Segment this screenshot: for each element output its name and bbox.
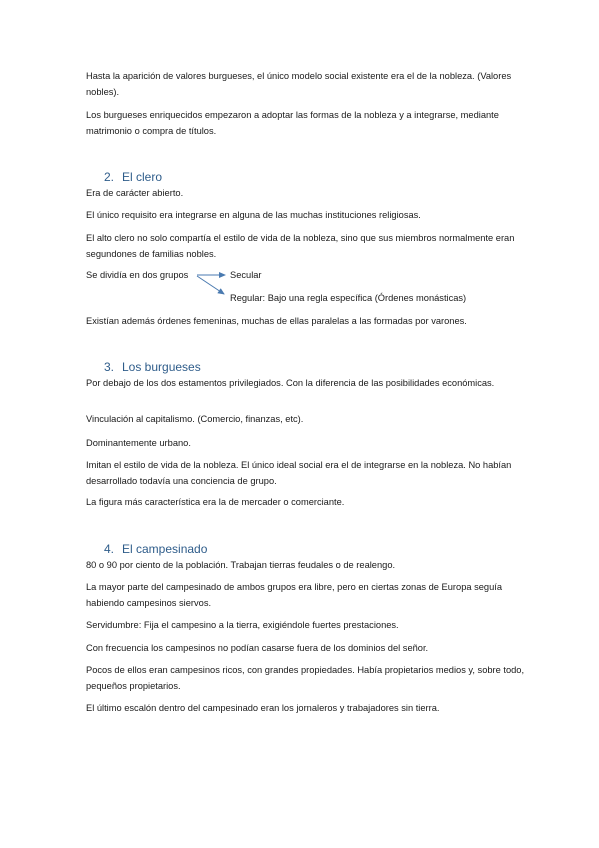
burgueses-paragraph-4: Imitan el estilo de vida de la nobleza. El único ideal social era el de integrarse en la nobleza. No habían desarrollado todavía una conciencia de grupo. [86, 460, 512, 486]
section-title: El campesinado [122, 542, 208, 556]
section-number: 2. [104, 170, 115, 184]
section-heading-campesinado [104, 542, 207, 557]
section-heading-burgueses [104, 360, 201, 375]
clero-closing: Existían además órdenes femeninas, muchas de ellas paralelas a las formadas por varones. [86, 316, 467, 326]
campesinado-paragraph-3: Servidumbre: Fija el campesino a la tierra, exigiéndole fuertes prestaciones. [86, 620, 399, 630]
intro-paragraph-2: Los burgueses enriquecidos empezaron a adoptar las formas de la nobleza y a integrarse, mediante matrimonio o compra de títulos. [86, 110, 499, 136]
section-number: 4. [104, 542, 115, 556]
burgueses-paragraph-5: La figura más característica era la de mercader o comerciante. [86, 497, 345, 507]
section-title: El clero [122, 170, 163, 184]
clero-paragraph-1: Era de carácter abierto. [86, 188, 184, 198]
intro-paragraph-1: Hasta la aparición de valores burgueses, el único modelo social existente era el de la nobleza. (Valores nobles). [86, 71, 512, 97]
clero-paragraph-3: El alto clero no solo compartía el estilo de vida de la nobleza, sino que sus miembros normalmente eran segundones de familias nobles. [86, 233, 515, 259]
burgueses-paragraph-2: Vinculación al capitalismo. (Comercio, finanzas, etc). [86, 414, 304, 424]
campesinado-paragraph-5: Pocos de ellos eran campesinos ricos, con grandes propiedades. Había propietarios medios y, sobre todo, pequeños propietarios. [86, 665, 525, 691]
burgueses-paragraph-3: Dominantemente urbano. [86, 438, 191, 448]
campesinado-paragraph-4: Con frecuencia los campesinos no podían casarse fuera de los dominios del señor. [86, 643, 429, 653]
clero-paragraph-2: El único requisito era integrarse en alguna de las muchas instituciones religiosas. [86, 210, 421, 220]
campesinado-paragraph-6: El último escalón dentro del campesinado eran los jornaleros y trabajadores sin tierra. [86, 703, 440, 713]
burgueses-paragraph-1: Por debajo de los dos estamentos privilegiados. Con la diferencia de las posibilidades económicas. [86, 378, 495, 388]
campesinado-paragraph-2: La mayor parte del campesinado de ambos grupos era libre, pero en ciertas zonas de Europa seguía habiendo campesinos siervos. [86, 582, 503, 608]
branch-regular: Regular: Bajo una regla específica (Órdenes monásticas) [230, 293, 467, 303]
branch-secular: Secular [230, 270, 262, 280]
campesinado-paragraph-1: 80 o 90 por ciento de la población. Trabajan tierras feudales o de realengo. [86, 560, 396, 570]
section-title: Los burgueses [122, 360, 201, 374]
section-number: 3. [104, 360, 115, 374]
arrow-to-regular [197, 276, 224, 294]
division-label: Se dividía en dos grupos [86, 270, 189, 280]
